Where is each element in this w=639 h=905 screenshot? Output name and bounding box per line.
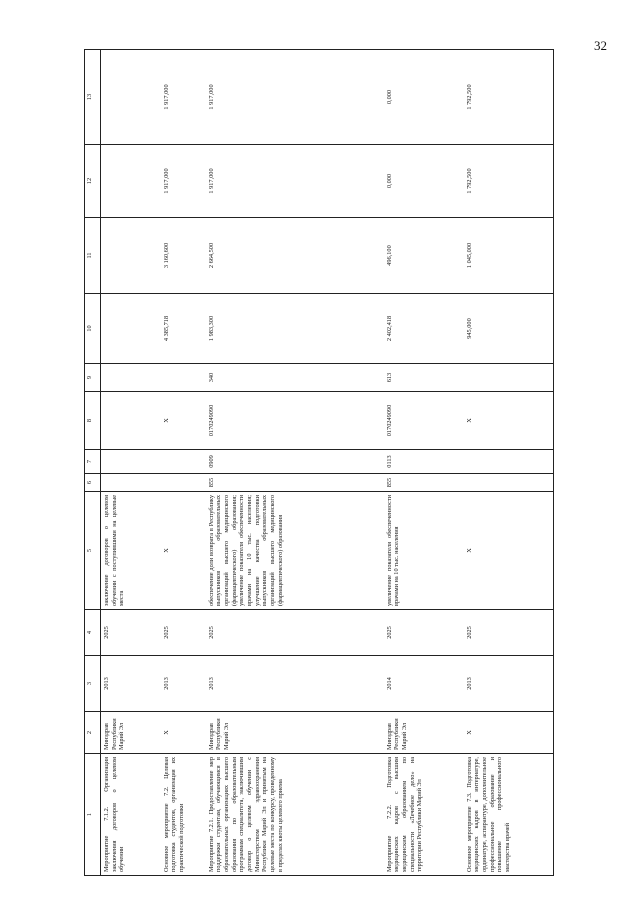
start-year: 2013 <box>206 656 384 712</box>
amount-2016: 1 917,000 <box>206 50 384 145</box>
amount-2016: 0,000 <box>384 50 464 145</box>
amount-2014: 3 160,600 <box>161 218 206 294</box>
column-header: 13 <box>85 50 101 145</box>
amount-2013: 4 385,718 <box>161 294 206 364</box>
end-year: 2025 <box>101 610 161 656</box>
end-year: 2025 <box>464 610 554 656</box>
amount-2014: 1 045,000 <box>464 218 554 294</box>
column-header: 3 <box>85 656 101 712</box>
table-row <box>464 50 554 876</box>
executor: Х <box>464 712 554 754</box>
amount-2016 <box>101 50 161 145</box>
expected-result: обеспечение доли возврата в Республику выпускников образовательных организаций высшего медицинского (фармацевтического) образования; увеличение показателя обеспеченности врачами на 10 тыс. населения; улучшение качества подготовки выпускников образовательных организаций высшего медицинского (фармацевтического) образования <box>206 492 384 610</box>
expected-result: заключение договоров о целевом обучении с поступившими на целевые места <box>101 492 161 610</box>
amount-2014: 496,100 <box>384 218 464 294</box>
expected-result: Х <box>161 492 206 610</box>
grbs-code <box>101 474 161 492</box>
target-article: 0170249090 <box>384 392 464 450</box>
column-header: 12 <box>85 145 101 218</box>
expense-type: 340 <box>206 364 384 392</box>
amount-2015: 1 792,500 <box>464 145 554 218</box>
executor: Минздрав Республики Марий Эл <box>101 712 161 754</box>
start-year: 2014 <box>384 656 464 712</box>
column-header: 10 <box>85 294 101 364</box>
amount-2013: 945,000 <box>464 294 554 364</box>
column-header: 9 <box>85 364 101 392</box>
column-header: 5 <box>85 492 101 610</box>
amount-2015: 0,000 <box>384 145 464 218</box>
amount-2016: 1 917,000 <box>161 50 206 145</box>
amount-2015: 1 917,000 <box>161 145 206 218</box>
grbs-code <box>161 474 206 492</box>
measure-name: Основное мероприятие 7.2. Целевая подготовка студентов, организация их практической подготовки <box>161 754 206 876</box>
end-year: 2025 <box>384 610 464 656</box>
amount-2013 <box>101 294 161 364</box>
executor: Минздрав Республики Марий Эл <box>384 712 464 754</box>
expense-type <box>161 364 206 392</box>
measure-name: Мероприятие 7.1.2. Организация заключения договоров о целевом обучении <box>101 754 161 876</box>
amount-2016: 1 792,500 <box>464 50 554 145</box>
column-header: 11 <box>85 218 101 294</box>
column-number-row <box>85 50 101 876</box>
expense-type <box>464 364 554 392</box>
start-year: 2013 <box>464 656 554 712</box>
executor: Х <box>161 712 206 754</box>
expense-type <box>101 364 161 392</box>
measure-name: Основное мероприятие 7.3. Подготовка медицинских кадров в интернатуре, ординатуре, аспирантуре, дополнительное профессиональное образование и повышение профессионального мастерства врачей <box>464 754 554 876</box>
end-year: 2025 <box>206 610 384 656</box>
measure-name: Мероприятие 7.2.1. Предоставление мер поддержки студентам, обучающимся в образовательных организациях высшего образования по образовательным программам специалитета, заключившим договор о целевом обучении с Министерством здравоохранения Республики Марий Эл и принятым на целевые места по конкурсу, проведенному в пределах квоты целевого приема <box>206 754 384 876</box>
target-article: Х <box>161 392 206 450</box>
table-row <box>161 50 206 876</box>
amount-2014: 2 664,500 <box>206 218 384 294</box>
executor: Минздрав Республики Марий Эл <box>206 712 384 754</box>
column-header: 6 <box>85 474 101 492</box>
grbs-code <box>464 474 554 492</box>
amount-2015 <box>101 145 161 218</box>
column-header: 8 <box>85 392 101 450</box>
page-number: 32 <box>594 38 607 53</box>
amount-2013: 1 983,300 <box>206 294 384 364</box>
section-code <box>101 450 161 474</box>
target-article: 0170249090 <box>206 392 384 450</box>
column-header: 7 <box>85 450 101 474</box>
amount-2015: 1 917,000 <box>206 145 384 218</box>
expense-type: 613 <box>384 364 464 392</box>
section-code <box>464 450 554 474</box>
rotated-table-container <box>84 70 556 876</box>
amount-2014 <box>101 218 161 294</box>
start-year: 2013 <box>161 656 206 712</box>
grbs-code: 855 <box>206 474 384 492</box>
section-code: 0909 <box>206 450 384 474</box>
measure-name: Мероприятие 7.2.2. Подготовка медицинских кадров с высшим медицинским образованием по специальности «Лечебное дело» на территории Республики Марий Эл <box>384 754 464 876</box>
table-row <box>206 50 384 876</box>
section-code <box>161 450 206 474</box>
column-header: 1 <box>85 754 101 876</box>
table-row <box>101 50 161 876</box>
end-year: 2025 <box>161 610 206 656</box>
amount-2013: 2 402,418 <box>384 294 464 364</box>
expected-result: Х <box>464 492 554 610</box>
budget-table <box>84 49 554 876</box>
start-year: 2013 <box>101 656 161 712</box>
column-header: 4 <box>85 610 101 656</box>
target-article: Х <box>464 392 554 450</box>
grbs-code: 855 <box>384 474 464 492</box>
expected-result: увеличение показателя обеспеченности врачами на 10 тыс. населения <box>384 492 464 610</box>
table-row <box>384 50 464 876</box>
target-article <box>101 392 161 450</box>
section-code: 0113 <box>384 450 464 474</box>
column-header: 2 <box>85 712 101 754</box>
